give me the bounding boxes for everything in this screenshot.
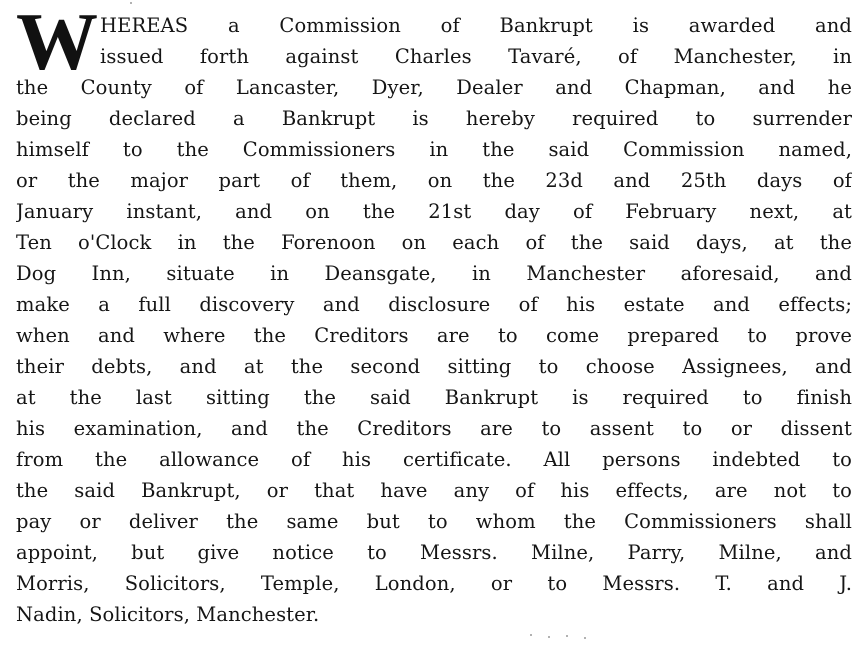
notice-line-13: at the last sitting the said Bankrupt is required to finish — [16, 386, 852, 409]
notice-line-19: Morris, Solicitors, Temple, London, or to Messrs. T. and J. — [16, 572, 852, 595]
notice-line-16: the said Bankrupt, or that have any of his effects, are not to — [16, 479, 852, 502]
notice-line-1: HEREAS a Commission of Bankrupt is awarded and — [100, 14, 852, 37]
notice-line-14: his examination, and the Creditors are to assent to or dissent — [16, 417, 852, 440]
notice-line-9: Dog Inn, situate in Deansgate, in Manchester aforesaid, and — [16, 262, 852, 285]
print-speck — [130, 2, 132, 4]
notice-line-5: himself to the Commissioners in the said Commission named, — [16, 138, 852, 161]
print-speck — [584, 637, 586, 639]
notice-line-17: pay or deliver the same but to whom the Commissioners shall — [16, 510, 852, 533]
notice-line-3: the County of Lancaster, Dyer, Dealer and Chapman, and he — [16, 76, 852, 99]
notice-line-2: issued forth against Charles Tavaré, of Manchester, in — [100, 45, 852, 68]
drop-cap-letter: W — [16, 0, 98, 87]
print-speck — [566, 635, 568, 637]
notice-line-11: when and where the Creditors are to come prepared to prove — [16, 324, 852, 347]
notice-line-20: Nadin, Solicitors, Manchester. — [16, 603, 320, 626]
print-speck — [530, 634, 532, 636]
print-speck — [548, 636, 550, 638]
notice-line-10: make a full discovery and disclosure of his estate and effects; — [16, 293, 852, 316]
notice-line-4: being declared a Bankrupt is hereby required to surrender — [16, 107, 852, 130]
notice-line-6: or the major part of them, on the 23d and 25th days of — [16, 169, 852, 192]
notice-line-8: Ten o'Clock in the Forenoon on each of the said days, at the — [16, 231, 852, 254]
bankruptcy-notice — [16, 0, 852, 650]
notice-line-18: appoint, but give notice to Messrs. Milne, Parry, Milne, and — [16, 541, 852, 564]
notice-line-7: January instant, and on the 21st day of February next, at — [16, 200, 852, 223]
notice-line-15: from the allowance of his certificate. All persons indebted to — [16, 448, 852, 471]
notice-line-12: their debts, and at the second sitting to choose Assignees, and — [16, 355, 852, 378]
